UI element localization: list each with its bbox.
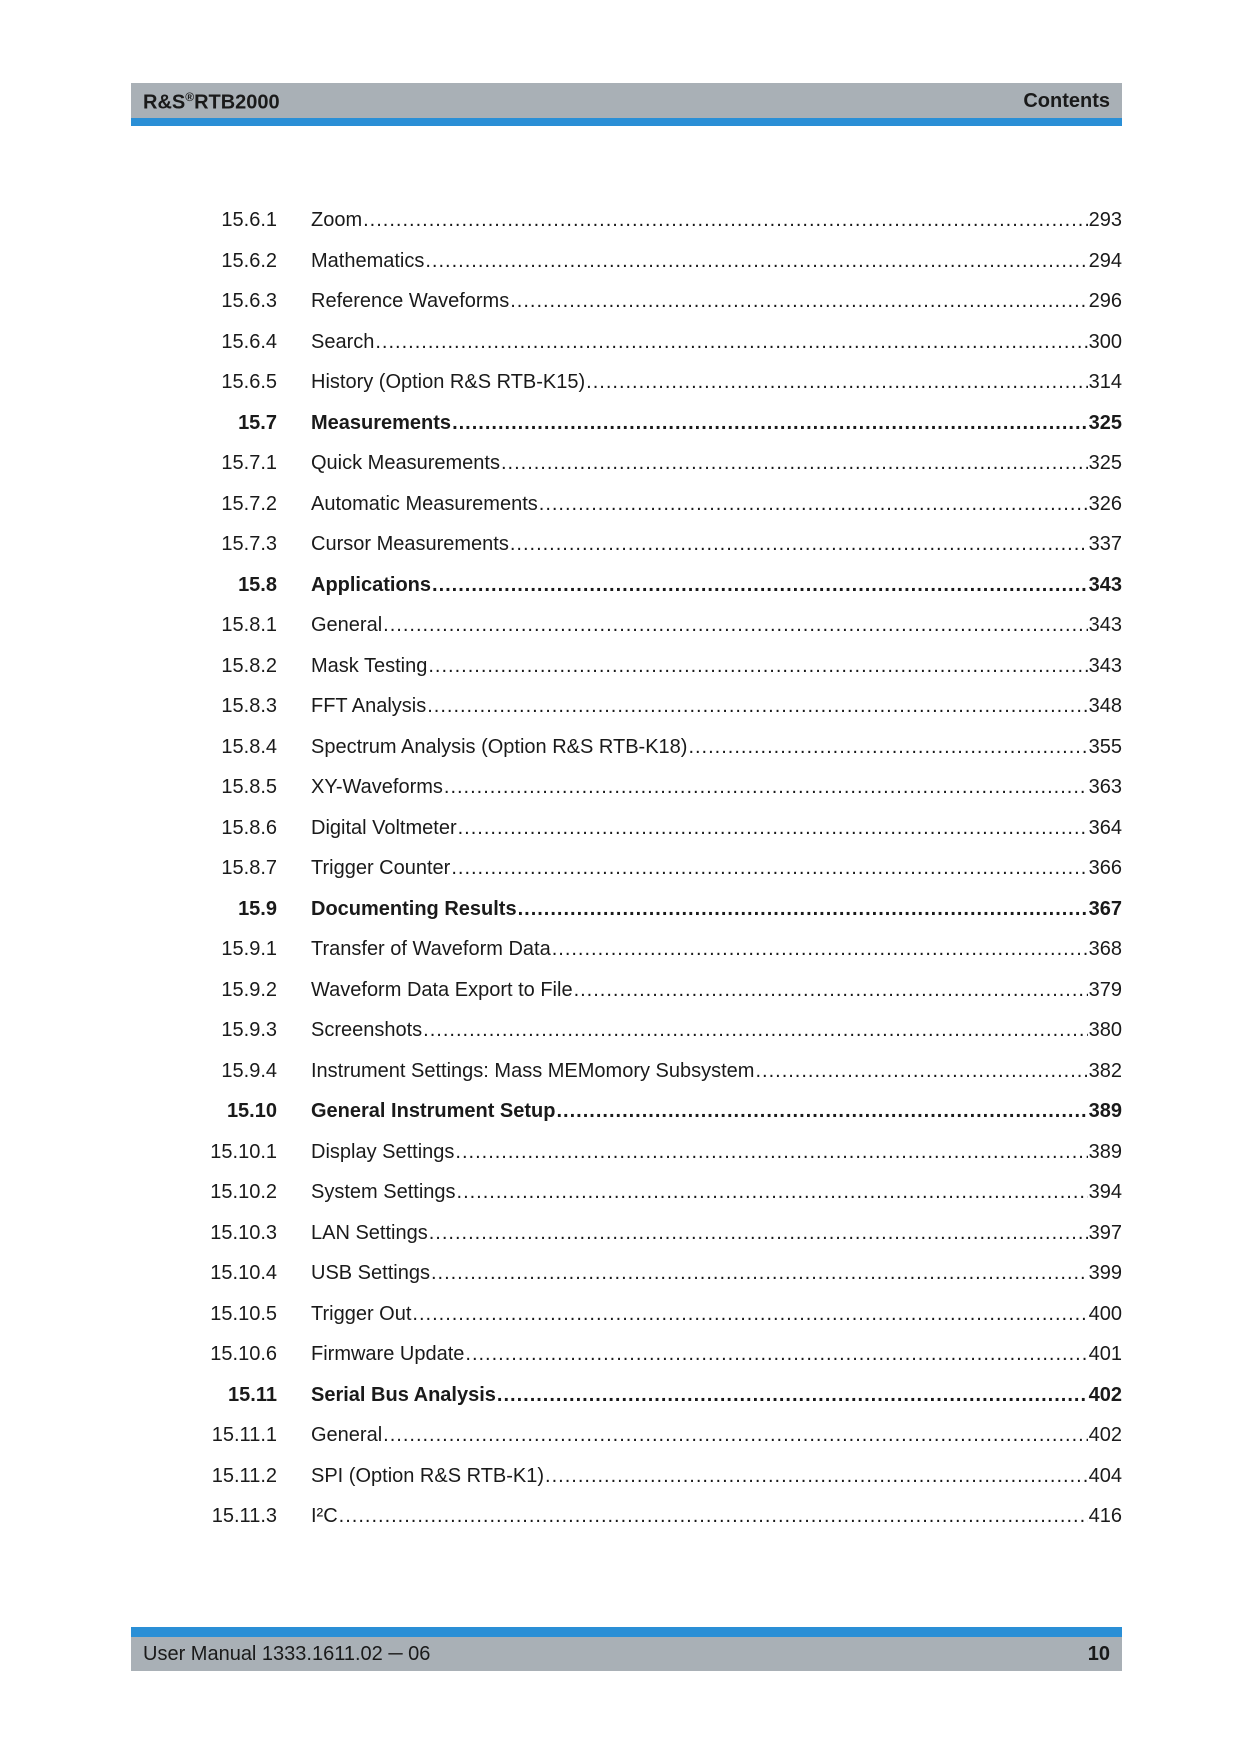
toc-entry-body bbox=[311, 524, 1122, 565]
toc-title[interactable]: Measurements bbox=[311, 411, 452, 434]
toc-entry-body bbox=[311, 241, 1122, 282]
toc-page-number[interactable]: 294 bbox=[1088, 249, 1122, 272]
toc-entry[interactable] bbox=[131, 848, 1122, 889]
toc-section-number: 15.9 bbox=[238, 897, 277, 920]
toc-entry[interactable] bbox=[131, 970, 1122, 1011]
toc-entry[interactable] bbox=[131, 281, 1122, 322]
toc-entry[interactable] bbox=[131, 1051, 1122, 1092]
toc-page-number[interactable]: 402 bbox=[1088, 1383, 1122, 1406]
toc-entry[interactable] bbox=[131, 443, 1122, 484]
toc-entry[interactable] bbox=[131, 524, 1122, 565]
page-header bbox=[131, 83, 1122, 126]
toc-entry[interactable] bbox=[131, 1132, 1122, 1173]
toc-section-number: 15.10 bbox=[226, 1100, 277, 1122]
toc-page-number[interactable]: 343 bbox=[1088, 654, 1122, 677]
toc-section-number: 15.11 bbox=[228, 1383, 277, 1406]
manual-id: User Manual 1333.1611.02 ─ 06 bbox=[143, 1643, 431, 1665]
toc-entry-body bbox=[311, 1010, 1122, 1051]
toc-leader-dots bbox=[425, 241, 1087, 282]
toc-leader-dots bbox=[510, 281, 1087, 322]
toc-page-number[interactable]: 300 bbox=[1088, 330, 1122, 353]
product-prefix: R&S bbox=[143, 91, 186, 114]
toc-entry[interactable] bbox=[131, 1456, 1122, 1497]
toc-title[interactable]: Quick Measurements bbox=[311, 452, 500, 474]
toc-entry-body bbox=[311, 1213, 1122, 1254]
toc-entry[interactable] bbox=[131, 808, 1122, 849]
toc-leader-dots bbox=[501, 443, 1088, 484]
toc-title[interactable]: LAN Settings bbox=[311, 1221, 428, 1244]
toc-page-number[interactable]: 337 bbox=[1088, 533, 1122, 555]
toc-leader-dots bbox=[557, 1091, 1088, 1132]
toc-entry-body bbox=[311, 727, 1122, 768]
toc-section-number: 15.9.1 bbox=[221, 938, 277, 960]
toc-leader-dots bbox=[552, 929, 1088, 970]
toc-entry[interactable] bbox=[131, 767, 1122, 808]
toc-entry-body bbox=[311, 1051, 1122, 1092]
toc-entry-body bbox=[311, 1415, 1122, 1456]
toc-page-number[interactable]: 325 bbox=[1088, 411, 1122, 434]
toc-leader-dots bbox=[423, 1010, 1087, 1051]
toc-section-number: 15.10.6 bbox=[210, 1343, 277, 1365]
toc-entry-body bbox=[311, 1132, 1122, 1173]
toc-entry-body bbox=[311, 1253, 1122, 1294]
toc-section-number: 15.7.2 bbox=[221, 492, 277, 515]
toc-leader-dots bbox=[452, 403, 1088, 444]
toc-entry[interactable] bbox=[131, 1334, 1122, 1375]
toc-entry-body bbox=[311, 403, 1122, 444]
toc-section-number: 15.8 bbox=[238, 573, 277, 596]
toc-entry-body bbox=[311, 565, 1122, 606]
toc-leader-dots bbox=[688, 727, 1087, 768]
table-of-contents bbox=[131, 200, 1122, 1537]
toc-entry-body bbox=[311, 1091, 1122, 1132]
toc-leader-dots bbox=[444, 767, 1088, 808]
toc-title[interactable]: Applications bbox=[311, 573, 432, 596]
toc-title[interactable]: History (Option R&S RTB-K15) bbox=[311, 371, 586, 393]
toc-leader-dots bbox=[455, 1132, 1087, 1173]
toc-entry-body bbox=[311, 200, 1122, 241]
toc-leader-dots bbox=[428, 646, 1087, 687]
toc-section-number: 15.6.4 bbox=[221, 330, 277, 353]
toc-leader-dots bbox=[383, 605, 1087, 646]
toc-entry[interactable] bbox=[131, 200, 1122, 241]
toc-entry-body bbox=[311, 970, 1122, 1011]
toc-title[interactable]: General bbox=[311, 1424, 383, 1446]
toc-title[interactable]: Digital Voltmeter bbox=[311, 816, 457, 839]
product-name: RTB2000 bbox=[194, 91, 280, 114]
toc-section-number: 15.10.2 bbox=[210, 1181, 277, 1203]
toc-page-number[interactable]: 368 bbox=[1088, 938, 1122, 960]
toc-entry[interactable] bbox=[131, 1253, 1122, 1294]
toc-page-number[interactable]: 325 bbox=[1088, 452, 1122, 474]
toc-section-number: 15.8.5 bbox=[221, 776, 277, 798]
toc-entry-body bbox=[311, 362, 1122, 403]
toc-section-number: 15.9.4 bbox=[221, 1059, 277, 1082]
toc-leader-dots bbox=[431, 1253, 1088, 1294]
toc-page-number[interactable]: 343 bbox=[1088, 614, 1122, 636]
toc-title[interactable]: Reference Waveforms bbox=[311, 290, 510, 312]
toc-page-number[interactable]: 394 bbox=[1088, 1181, 1122, 1203]
toc-page-number[interactable]: 348 bbox=[1088, 695, 1122, 717]
toc-page-number[interactable]: 367 bbox=[1088, 897, 1122, 920]
toc-leader-dots bbox=[427, 686, 1087, 727]
toc-entry-body bbox=[311, 1456, 1122, 1497]
toc-entry[interactable] bbox=[131, 1294, 1122, 1335]
toc-leader-dots bbox=[458, 808, 1088, 849]
toc-title[interactable]: System Settings bbox=[311, 1181, 456, 1203]
toc-section-number: 15.11.1 bbox=[211, 1424, 277, 1446]
toc-entry[interactable] bbox=[131, 565, 1122, 606]
toc-entry[interactable] bbox=[131, 1415, 1122, 1456]
toc-title[interactable]: Documenting Results bbox=[311, 897, 517, 920]
toc-leader-dots bbox=[363, 200, 1088, 241]
toc-leader-dots bbox=[545, 1456, 1088, 1497]
toc-entry[interactable] bbox=[131, 1375, 1122, 1416]
toc-entry[interactable] bbox=[131, 929, 1122, 970]
page-footer bbox=[131, 1627, 1122, 1671]
product-title bbox=[143, 90, 280, 115]
toc-page-number[interactable]: 400 bbox=[1088, 1302, 1122, 1325]
toc-title[interactable]: Cursor Measurements bbox=[311, 533, 509, 555]
section-title: Contents bbox=[1023, 90, 1110, 112]
toc-entry[interactable] bbox=[131, 1010, 1122, 1051]
toc-entry-body bbox=[311, 1172, 1122, 1213]
toc-title[interactable]: Transfer of Waveform Data bbox=[311, 938, 551, 960]
page-number: 10 bbox=[1087, 1643, 1110, 1665]
toc-leader-dots bbox=[518, 889, 1088, 930]
toc-title[interactable]: Display Settings bbox=[311, 1140, 455, 1163]
toc-section-number: 15.10.3 bbox=[210, 1221, 277, 1244]
toc-entry[interactable] bbox=[131, 1172, 1122, 1213]
toc-entry-body bbox=[311, 484, 1122, 525]
toc-page-number[interactable]: 379 bbox=[1088, 978, 1122, 1001]
toc-title[interactable]: Mathematics bbox=[311, 249, 425, 272]
toc-page-number[interactable]: 389 bbox=[1088, 1140, 1122, 1163]
toc-entry[interactable] bbox=[131, 889, 1122, 930]
toc-entry-body bbox=[311, 1294, 1122, 1335]
toc-leader-dots bbox=[412, 1294, 1087, 1335]
toc-page-number[interactable]: 364 bbox=[1088, 816, 1122, 839]
toc-title[interactable]: Spectrum Analysis (Option R&S RTB-K18) bbox=[311, 735, 688, 758]
toc-section-number: 15.6.2 bbox=[221, 249, 277, 272]
toc-section-number: 15.8.7 bbox=[221, 857, 277, 879]
toc-leader-dots bbox=[339, 1496, 1088, 1537]
toc-section-number: 15.7 bbox=[238, 411, 277, 434]
toc-entry[interactable] bbox=[131, 1091, 1122, 1132]
toc-title[interactable]: FFT Analysis bbox=[311, 695, 427, 717]
toc-page-number[interactable]: 397 bbox=[1088, 1221, 1122, 1244]
toc-leader-dots bbox=[465, 1334, 1087, 1375]
toc-page-number[interactable]: 399 bbox=[1088, 1262, 1122, 1284]
toc-section-number: 15.8.1 bbox=[221, 614, 277, 636]
toc-entry[interactable] bbox=[131, 484, 1122, 525]
toc-entry[interactable] bbox=[131, 1213, 1122, 1254]
toc-title[interactable]: General bbox=[311, 614, 383, 636]
toc-page-number[interactable]: 380 bbox=[1088, 1019, 1122, 1041]
toc-entry-body bbox=[311, 1375, 1122, 1416]
toc-title[interactable]: Search bbox=[311, 330, 375, 353]
toc-leader-dots bbox=[457, 1172, 1088, 1213]
toc-title[interactable]: Trigger Counter bbox=[311, 857, 451, 879]
toc-entry-body bbox=[311, 808, 1122, 849]
toc-section-number: 15.8.3 bbox=[221, 695, 277, 717]
toc-page-number[interactable]: 366 bbox=[1088, 857, 1122, 879]
toc-section-number: 15.10.1 bbox=[210, 1140, 277, 1163]
toc-title[interactable]: Screenshots bbox=[311, 1019, 423, 1041]
toc-leader-dots bbox=[539, 484, 1088, 525]
toc-title[interactable]: Instrument Settings: Mass MEMomory Subsystem bbox=[311, 1059, 755, 1082]
toc-entry[interactable] bbox=[131, 322, 1122, 363]
toc-entry[interactable] bbox=[131, 403, 1122, 444]
toc-title[interactable]: Firmware Update bbox=[311, 1343, 465, 1365]
toc-entry[interactable] bbox=[131, 241, 1122, 282]
toc-section-number: 15.8.2 bbox=[221, 654, 277, 677]
toc-section-number: 15.10.4 bbox=[210, 1262, 277, 1284]
toc-page-number[interactable]: 416 bbox=[1088, 1505, 1122, 1527]
toc-entry-body bbox=[311, 646, 1122, 687]
toc-entry-body bbox=[311, 889, 1122, 930]
toc-section-number: 15.7.1 bbox=[221, 452, 277, 474]
toc-leader-dots bbox=[574, 970, 1088, 1011]
toc-section-number: 15.11.3 bbox=[211, 1505, 277, 1527]
toc-entry[interactable] bbox=[131, 1496, 1122, 1537]
toc-page-number[interactable]: 355 bbox=[1088, 735, 1122, 758]
toc-leader-dots bbox=[432, 565, 1088, 606]
toc-entry[interactable] bbox=[131, 605, 1122, 646]
toc-page-number[interactable]: 343 bbox=[1088, 573, 1122, 596]
toc-entry-body bbox=[311, 1496, 1122, 1537]
toc-leader-dots bbox=[497, 1375, 1088, 1416]
toc-page-number[interactable]: 314 bbox=[1088, 371, 1122, 393]
toc-section-number: 15.8.6 bbox=[221, 816, 277, 839]
toc-section-number: 15.6.3 bbox=[221, 290, 277, 312]
toc-section-number: 15.8.4 bbox=[221, 735, 277, 758]
toc-leader-dots bbox=[510, 524, 1088, 565]
toc-entry-body bbox=[311, 686, 1122, 727]
toc-title[interactable]: XY-Waveforms bbox=[311, 776, 443, 798]
toc-page-number[interactable]: 382 bbox=[1088, 1059, 1122, 1082]
toc-page-number[interactable]: 363 bbox=[1088, 776, 1122, 798]
toc-leader-dots bbox=[451, 848, 1087, 889]
toc-title[interactable]: Automatic Measurements bbox=[311, 492, 538, 515]
toc-entry-body bbox=[311, 281, 1122, 322]
toc-title[interactable]: General Instrument Setup bbox=[311, 1100, 556, 1122]
toc-leader-dots bbox=[383, 1415, 1087, 1456]
toc-entry-body bbox=[311, 605, 1122, 646]
toc-entry-body bbox=[311, 767, 1122, 808]
toc-title[interactable]: SPI (Option R&S RTB-K1) bbox=[311, 1464, 545, 1487]
toc-title[interactable]: Serial Bus Analysis bbox=[311, 1383, 496, 1406]
toc-section-number: 15.9.3 bbox=[221, 1019, 277, 1041]
toc-page-number[interactable]: 402 bbox=[1088, 1424, 1122, 1446]
toc-section-number: 15.11.2 bbox=[211, 1464, 277, 1487]
toc-leader-dots bbox=[755, 1051, 1087, 1092]
toc-page-number[interactable]: 404 bbox=[1088, 1464, 1122, 1487]
toc-section-number: 15.6.1 bbox=[221, 209, 277, 231]
toc-section-number: 15.10.5 bbox=[210, 1302, 277, 1325]
toc-page-number[interactable]: 401 bbox=[1088, 1343, 1122, 1365]
toc-leader-dots bbox=[429, 1213, 1088, 1254]
toc-entry[interactable] bbox=[131, 727, 1122, 768]
toc-page-number[interactable]: 389 bbox=[1088, 1100, 1122, 1122]
toc-page-number[interactable]: 326 bbox=[1088, 492, 1122, 515]
registered-mark: ® bbox=[185, 90, 195, 104]
toc-title[interactable]: I²C bbox=[311, 1505, 338, 1527]
toc-page-number[interactable]: 296 bbox=[1088, 290, 1122, 312]
toc-title[interactable]: Zoom bbox=[311, 209, 363, 231]
toc-section-number: 15.6.5 bbox=[221, 371, 277, 393]
toc-entry[interactable] bbox=[131, 686, 1122, 727]
toc-section-number: 15.9.2 bbox=[221, 978, 277, 1001]
toc-title[interactable]: Waveform Data Export to File bbox=[311, 978, 573, 1001]
toc-page-number[interactable]: 293 bbox=[1088, 209, 1122, 231]
toc-entry[interactable] bbox=[131, 646, 1122, 687]
toc-entry-body bbox=[311, 929, 1122, 970]
toc-section-number: 15.7.3 bbox=[221, 533, 277, 555]
toc-entry-body bbox=[311, 1334, 1122, 1375]
toc-title[interactable]: USB Settings bbox=[311, 1262, 430, 1284]
toc-entry-body bbox=[311, 322, 1122, 363]
toc-leader-dots bbox=[586, 362, 1087, 403]
toc-leader-dots bbox=[375, 322, 1087, 363]
toc-title[interactable]: Mask Testing bbox=[311, 654, 428, 677]
toc-title[interactable]: Trigger Out bbox=[311, 1302, 412, 1325]
toc-entry-body bbox=[311, 848, 1122, 889]
toc-entry-body bbox=[311, 443, 1122, 484]
toc-entry[interactable] bbox=[131, 362, 1122, 403]
